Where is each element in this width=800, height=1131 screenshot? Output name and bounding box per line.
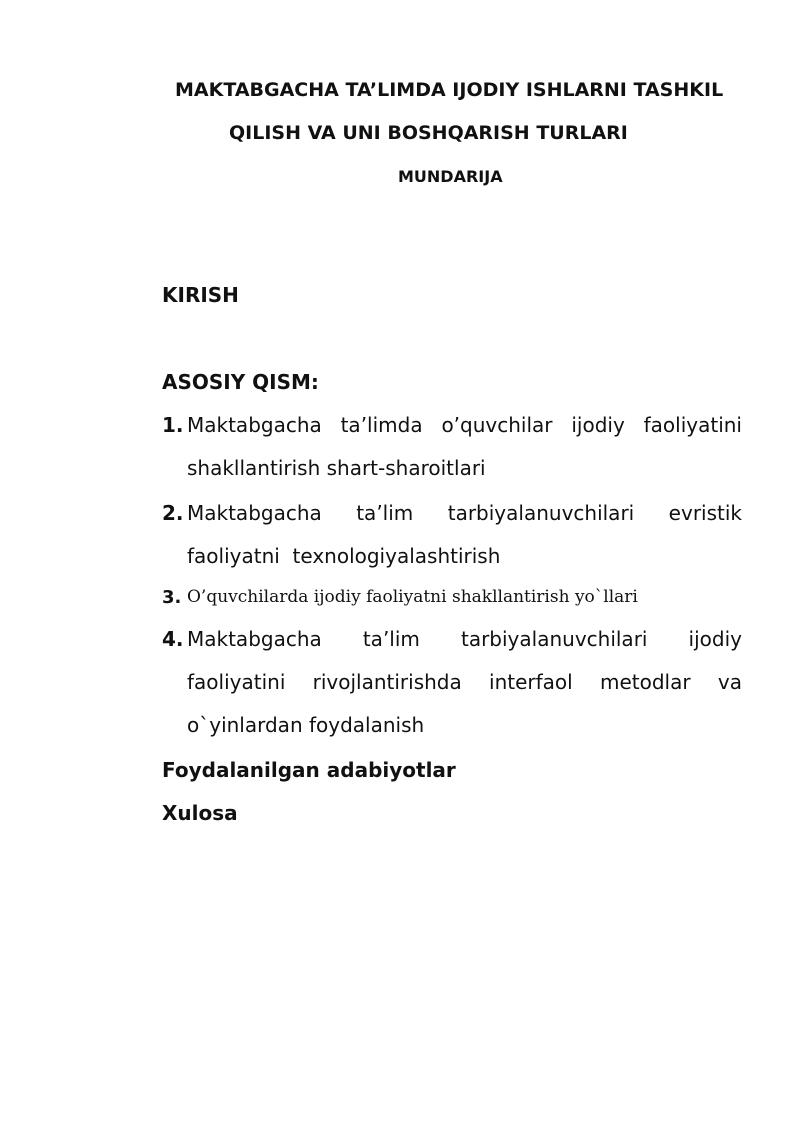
item-line-1: O’quvchilarda ijodiy faoliyatni shakllantirish yo`llari: [187, 587, 638, 607]
section-intro: KIRISH: [162, 283, 239, 307]
item-number: 2.: [162, 501, 184, 525]
item-line-2: faoliyatni texnologiyalashtirish: [187, 544, 501, 568]
item-word: interfaol: [489, 670, 573, 694]
section-references: Foydalanilgan adabiyotlar: [162, 758, 456, 782]
item-word: faoliyatini: [187, 670, 286, 694]
section-conclusion: Xulosa: [162, 801, 238, 825]
item-number: 1.: [162, 413, 184, 437]
contents-heading: MUNDARIJA: [398, 167, 503, 186]
document-title-line-1: MAKTABGACHA TA’LIMDA IJODIY ISHLARNI TASHKIL: [175, 79, 724, 101]
item-line-1: [187, 627, 742, 651]
item-line-2: shakllantirish shart-sharoitlari: [187, 456, 486, 480]
item-word: ijodiy: [688, 627, 742, 651]
item-line-1: [187, 501, 742, 525]
item-word: Maktabgacha: [187, 413, 322, 437]
item-word: va: [717, 670, 742, 694]
item-word: o’quvchilar: [441, 413, 553, 437]
item-number: 4.: [162, 627, 184, 651]
item-word: tarbiyalanuvchilari: [447, 501, 635, 525]
item-line-2: [187, 670, 742, 694]
item-word: ijodiy: [571, 413, 625, 437]
item-word: ta’lim: [356, 501, 414, 525]
item-word: Maktabgacha: [187, 627, 322, 651]
item-word: rivojlantirishda: [312, 670, 462, 694]
item-word: tarbiyalanuvchilari: [460, 627, 648, 651]
item-number: 3.: [162, 587, 182, 608]
item-word: metodlar: [600, 670, 691, 694]
item-word: ta’lim: [362, 627, 420, 651]
item-word: ta’limda: [340, 413, 423, 437]
item-line-1: [187, 413, 742, 437]
document-title-line-2: QILISH VA UNI BOSHQARISH TURLARI: [229, 122, 628, 144]
item-word: Maktabgacha: [187, 501, 322, 525]
item-line-3: o`yinlardan foydalanish: [187, 713, 425, 737]
section-main-part: ASOSIY QISM:: [162, 370, 319, 394]
item-word: evristik: [668, 501, 742, 525]
item-word: faoliyatini: [643, 413, 742, 437]
